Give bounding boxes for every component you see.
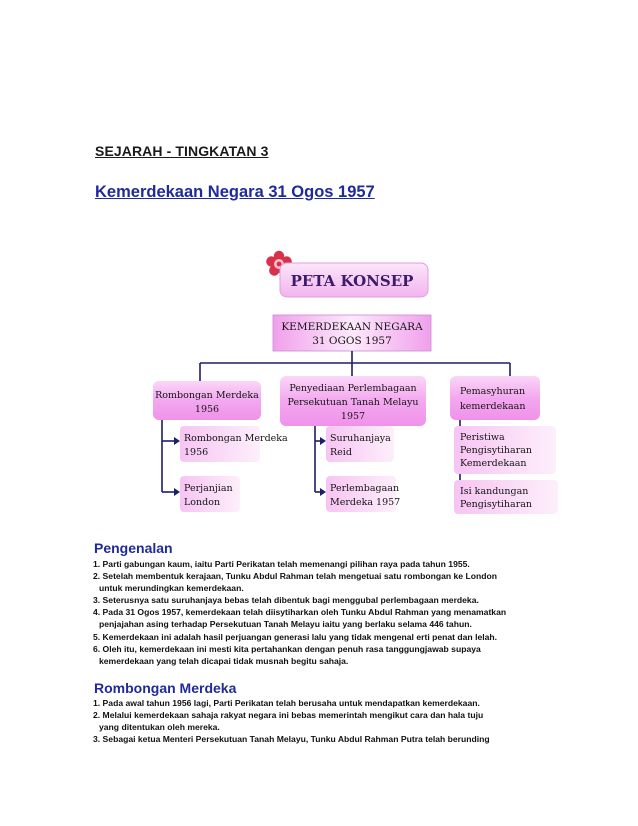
- list-item: 5. Kemerdekaan ini adalah hasil perjuangan generasi lalu yang tidak mengenal erti penat dan lelah.: [93, 631, 498, 642]
- branch-heading-line: Rombongan Merdeka: [155, 390, 259, 401]
- child-node-text: Rombongan Merdeka: [184, 433, 288, 444]
- rombongan-list: [93, 697, 623, 745]
- list-item: 2. Setelah membentuk kerajaan, Tunku Abdul Rahman telah mengetuai satu rombongan ke London: [93, 571, 497, 582]
- branch-heading-line: 1956: [194, 404, 220, 415]
- child-node-text: 1956: [184, 447, 209, 458]
- list-item: yang ditentukan oleh mereka.: [99, 722, 220, 733]
- child-node-text: Suruhanjaya: [330, 433, 391, 444]
- list-item: 1. Parti gabungan kaum, iaitu Parti Perikatan telah memenangi pilihan raya pada tahun 1955.: [93, 559, 470, 569]
- child-node-text: Kemerdekaan: [460, 458, 527, 469]
- child-node-text: Merdeka 1957: [330, 497, 401, 508]
- pengenalan-list: [93, 558, 623, 667]
- list-item: 6. Oleh itu, kemerdekaan ini mesti kita pertahankan dengan penuh rasa tanggungjawab supaya: [93, 643, 481, 654]
- root-node: [273, 315, 431, 351]
- section-heading-pengenalan: Pengenalan: [94, 540, 173, 556]
- child-node-text: Isi kandungan: [460, 486, 529, 497]
- list-item: 3. Seterusnya satu suruhanjaya bebas telah dibentuk bagi menggubal perlembagaan merdeka.: [93, 595, 479, 606]
- child-node-text: Peristiwa: [460, 432, 505, 443]
- branch-heading-line: Persekutuan Tanah Melayu: [287, 397, 419, 408]
- subject-heading: SEJARAH - TINGKATAN 3: [95, 143, 269, 159]
- list-item: 4. Pada 31 Ogos 1957, kemerdekaan telah diisytiharkan oleh Tunku Abdul Rahman yang menamatkan: [93, 607, 507, 618]
- list-item: untuk merundingkan kemerdekaan.: [99, 583, 244, 594]
- branch-heading-line: Pemasyhuran: [460, 386, 526, 397]
- child-node-text: Perjanjian: [184, 483, 233, 494]
- concept-map: [150, 248, 570, 524]
- list-item: kemerdekaan yang telah dicapai tidak musnah begitu sahaja.: [99, 655, 349, 666]
- page-title: Kemerdekaan Negara 31 Ogos 1957: [95, 183, 375, 201]
- root-line-1: KEMERDEKAAN NEGARA: [281, 321, 423, 333]
- child-node-text: Reid: [330, 447, 352, 458]
- child-node-text: Perlembagaan: [330, 483, 400, 494]
- concept-map-banner: [280, 263, 428, 297]
- list-item: 2. Melalui kemerdekaan sahaja rakyat negara ini bebas memerintah mengikut cara dan hala tuju: [93, 710, 484, 721]
- root-line-2: 31 OGOS 1957: [312, 335, 392, 347]
- list-item: 3. Sebagai ketua Menteri Persekutuan Tanah Melayu, Tunku Abdul Rahman Putra telah berunding: [93, 734, 490, 745]
- list-item: penjajahan asing terhadap Persekutuan Tanah Melayu iaitu yang berlaku selama 446 tahun.: [99, 619, 472, 630]
- branch-penyediaan-perlembagaan: [280, 376, 426, 512]
- child-node-text: Pengisytiharan: [460, 499, 533, 510]
- branch-heading-line: kemerdekaan: [460, 401, 526, 412]
- branch-pemasyhuran-kemerdekaan: [450, 376, 558, 514]
- list-item: 1. Pada awal tahun 1956 lagi, Parti Perikatan telah berusaha untuk mendapatkan kemerdekaan.: [93, 698, 480, 708]
- child-node-text: Pengisytiharan: [460, 445, 533, 456]
- branch-heading-line: Penyediaan Perlembagaan: [289, 383, 417, 394]
- child-node-text: London: [184, 497, 221, 508]
- branch-heading-line: 1957: [340, 411, 366, 422]
- banner-label: PETA KONSEP: [290, 272, 414, 290]
- section-heading-rombongan-merdeka: Rombongan Merdeka: [94, 680, 237, 696]
